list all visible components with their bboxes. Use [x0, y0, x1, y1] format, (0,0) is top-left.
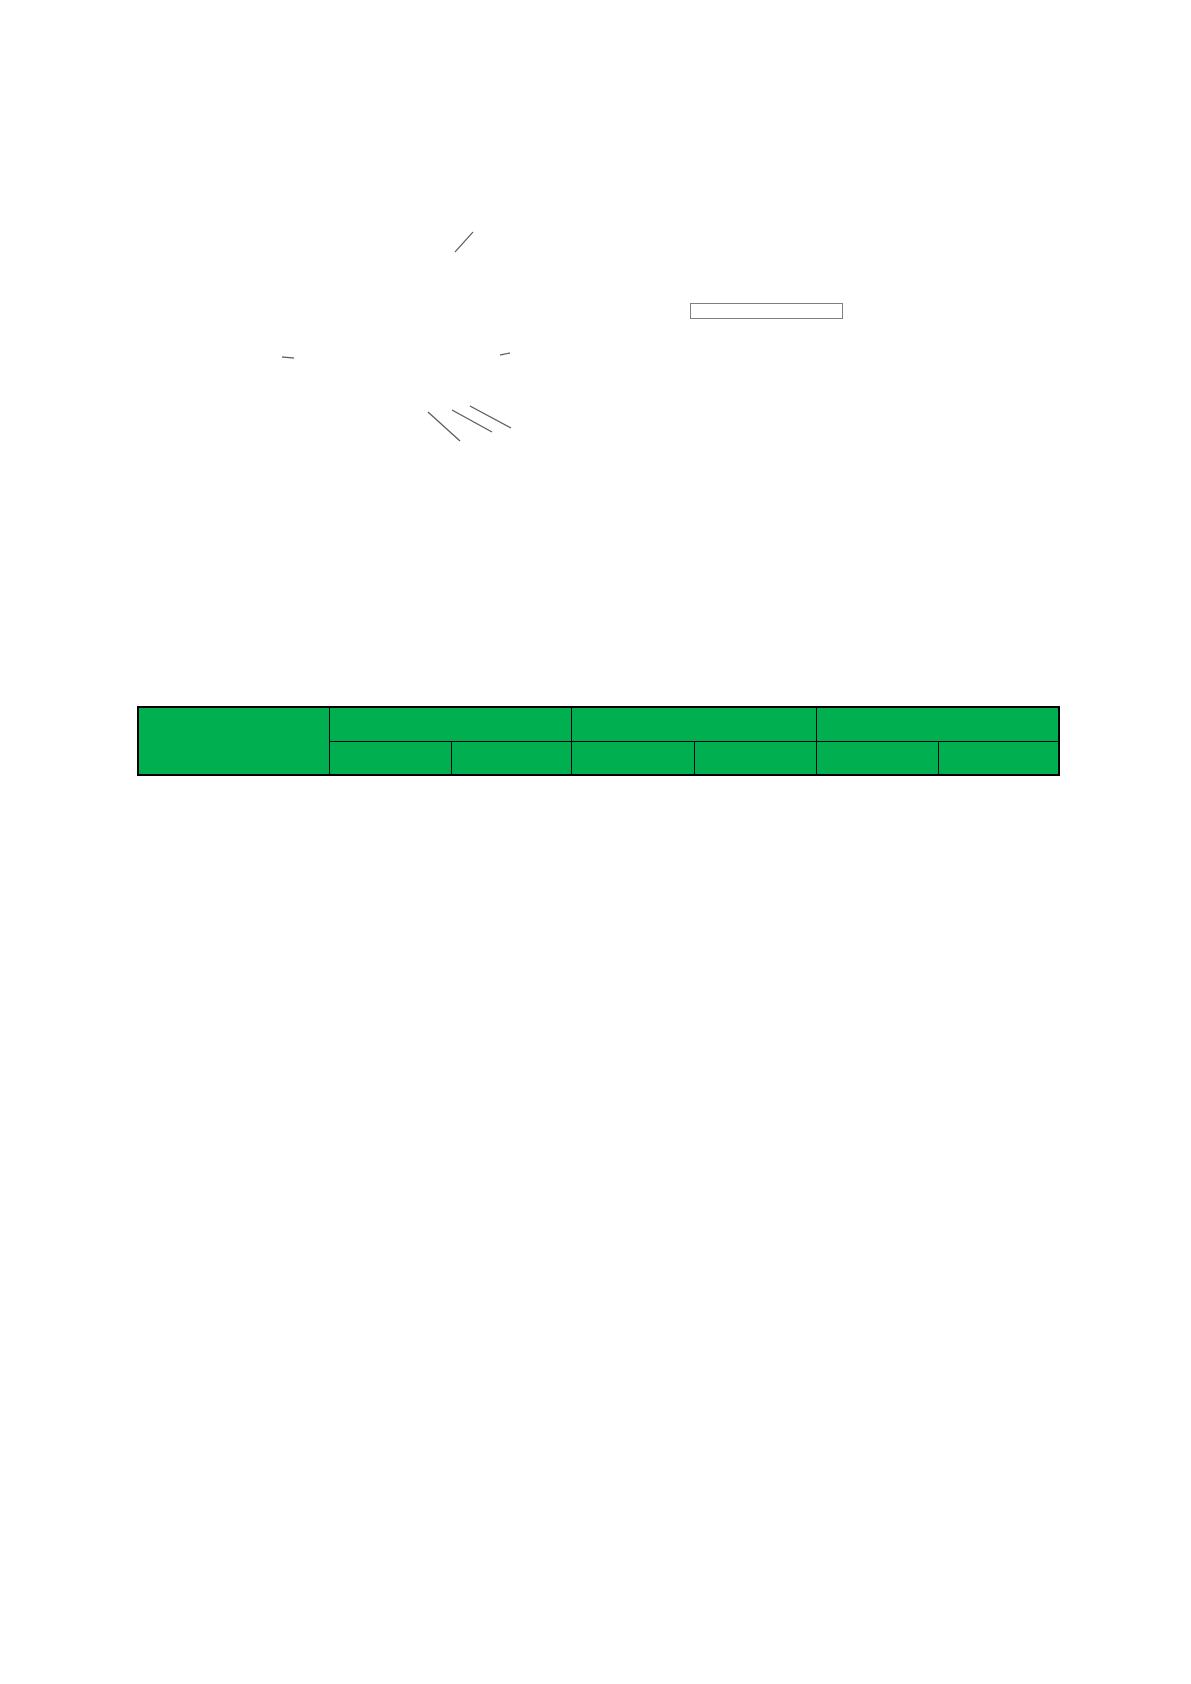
header-value [571, 741, 694, 775]
current-assets-table [137, 706, 1060, 776]
header-value [329, 741, 451, 775]
header-year-2018 [329, 707, 571, 741]
header-item-name [138, 707, 329, 775]
header-percent [694, 741, 816, 775]
chart-legend [690, 303, 843, 319]
table-header [138, 707, 1059, 775]
header-percent [938, 741, 1059, 775]
header-value [816, 741, 938, 775]
header-year-2021 [571, 707, 816, 741]
header-percent [451, 741, 571, 775]
header-year-2022 [816, 707, 1059, 741]
pie-chart [282, 213, 508, 439]
